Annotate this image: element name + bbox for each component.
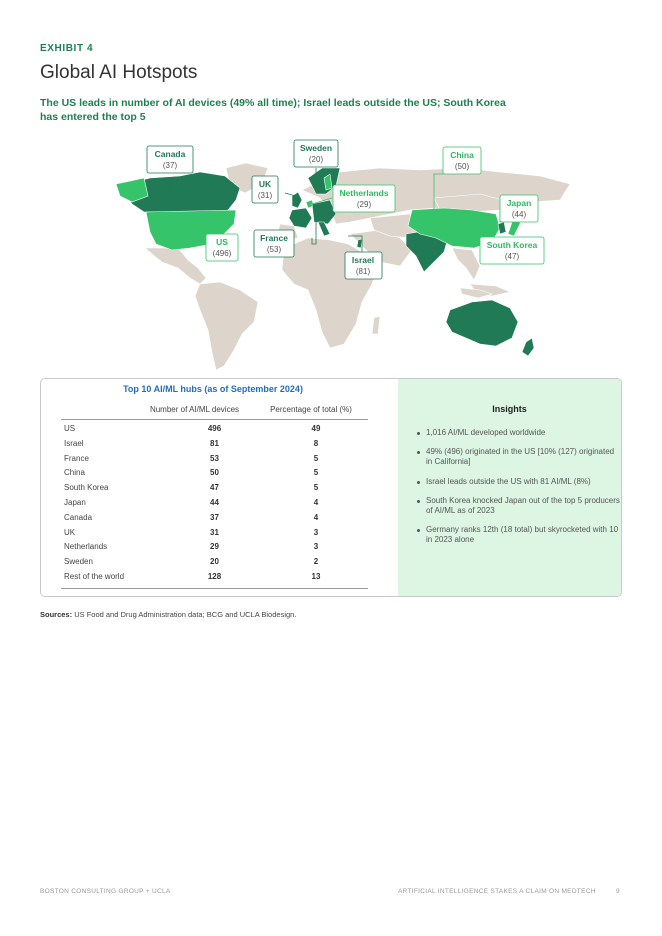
sources-note [40,610,296,619]
insight-item [426,447,621,467]
table-row [61,496,368,511]
uk-region [292,192,302,208]
callout-israel [345,252,382,279]
table-row [61,452,368,467]
world-map [40,138,620,373]
table-cell-devices: 128 [207,572,222,581]
table-cell-devices: 20 [210,557,219,567]
insight-item [426,525,621,545]
table-cell-country: France [64,453,89,463]
callout-japan [500,195,538,222]
table-cell-country: Japan [64,498,86,507]
callout-south-korea [480,237,544,264]
table-row [61,540,368,555]
bullet-icon [417,432,420,435]
insight-text: Germany ranks 12th (18 total) but skyrocketed with 10 in 2023 alone [426,525,619,545]
data-panel [40,378,622,597]
insight-text: 49% (496) originated in the US [10% (127) originated in California] [426,447,615,467]
table-cell-devices: 50 [210,468,219,478]
table-row [61,422,368,437]
table-row [61,570,368,585]
table-cell-percent: 3 [313,542,319,552]
table-cell-country: US [64,424,76,433]
callout-israel-name: Israel [351,255,375,265]
table-cell-country: UK [64,527,76,537]
table-cell-percent: 13 [311,572,321,581]
callout-sweden-name: Sweden [299,143,333,153]
callout-france [254,230,294,257]
insight-item [426,477,621,487]
table-cell-percent: 5 [313,483,319,493]
callout-china-name: China [450,150,474,160]
callout-canada-count: (37) [162,161,178,170]
table-cell-percent: 3 [313,527,319,537]
sources-label: Sources: [40,610,73,619]
table-cell-devices: 31 [210,527,219,537]
table-cell-country: South Korea [64,483,109,493]
table-cell-devices: 496 [207,424,222,433]
table-cell-devices: 53 [210,453,219,463]
table-row [61,526,368,541]
page-title: Global AI Hotspots [40,62,198,83]
table-cell-devices: 47 [210,483,219,493]
callout-uk-count: (31) [257,191,273,200]
table-cell-country: Israel [64,438,84,448]
table-cell-country: Rest of the world [64,572,125,581]
footer-right: ARTIFICIAL INTELLIGENCE STAKES A CLAIM ON MEDTECH [398,888,596,895]
callout-us-name: US [216,237,228,247]
col-header-percent: Percentage of total (%) [270,405,352,414]
table-title: Top 10 AI/ML hubs (as of September 2024) [123,384,303,394]
callout-uk-name: UK [258,179,272,189]
page-number: 9 [616,888,620,895]
insight-text: 1,016 AI/ML developed worldwide [426,428,546,437]
table-cell-percent: 4 [313,498,319,507]
callout-us-count: (496) [212,249,232,258]
exhibit-label: EXHIBIT 4 [40,43,94,54]
france-region [289,208,312,228]
table-bottom-rule [61,588,368,589]
table-cell-country: Canada [64,512,93,522]
callout-us [206,234,238,261]
table-row [61,555,368,570]
table-row [61,481,368,496]
south-korea-region [498,222,506,234]
callout-sweden [294,140,338,167]
australia-region [446,300,518,346]
table-cell-percent: 49 [311,424,321,433]
callout-japan-name: Japan [506,198,532,208]
callout-france-count: (53) [266,245,282,254]
table-cell-country: Sweden [64,557,93,567]
table-cell-country: China [64,468,85,478]
table-cell-percent: 5 [313,453,319,463]
insight-text: Israel leads outside the US with 81 AI/ML (8%) [426,476,591,486]
table-cell-devices: 81 [210,438,219,448]
callout-netherlands-name: Netherlands [339,188,389,198]
israel-region [357,239,362,248]
insight-item [426,496,621,516]
sources-text: US Food and Drug Administration data; BCG and UCLA Biodesign. [74,610,297,619]
table-row [61,466,368,481]
insights-list [426,428,621,555]
insights-title: Insights [492,404,527,414]
callout-netherlands [333,185,395,212]
bullet-icon [417,500,420,503]
callout-sweden-count: (20) [308,155,324,164]
insight-item [426,428,621,438]
table-cell-percent: 8 [313,438,319,448]
table-row [61,511,368,526]
callout-china-count: (50) [454,162,470,171]
table-cell-percent: 2 [313,557,319,567]
callout-japan-count: (44) [511,210,527,219]
callout-canada-name: Canada [154,149,186,159]
callout-uk [252,176,278,203]
footer-left: BOSTON CONSULTING GROUP + UCLA [40,888,171,895]
exhibit-subtitle: The US leads in number of AI devices (49% all time); Israel leads outside the US; South Korea has entered the top 5 [40,97,506,123]
bullet-icon [417,481,420,484]
table-cell-percent: 4 [313,512,319,522]
callout-south-korea-count: (47) [504,252,520,261]
table-cell-devices: 44 [210,498,219,507]
insight-text: South Korea knocked Japan out of the top 5 producers of AI/ML as of 2023 [426,495,620,516]
col-header-devices: Number of AI/ML devices [149,405,240,414]
callout-israel-count: (81) [355,267,371,276]
callout-netherlands-count: (29) [356,200,372,209]
callout-canada [147,146,193,173]
callout-france-name: France [260,233,288,243]
table-cell-country: Netherlands [64,542,108,552]
table-cell-percent: 5 [313,468,319,478]
table-header-rule [61,419,368,420]
table-row [61,437,368,452]
callout-south-korea-name: South Korea [486,240,538,250]
callout-china [443,147,481,174]
table-cell-devices: 29 [210,542,219,552]
table-cell-devices: 37 [210,512,219,522]
